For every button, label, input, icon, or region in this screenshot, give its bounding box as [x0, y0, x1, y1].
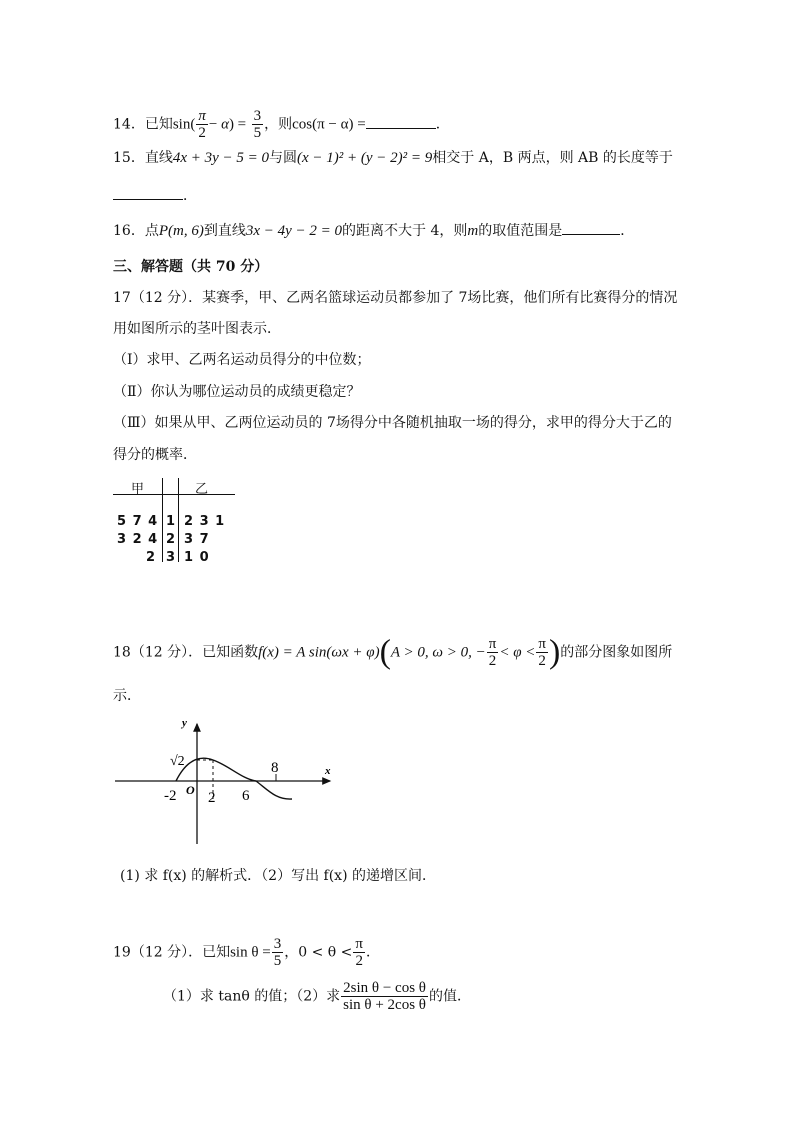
- leaf-right-row-2: 3 7: [184, 532, 210, 547]
- question-18-line-2: 示．: [113, 688, 141, 704]
- header-jia: 甲: [131, 482, 145, 497]
- origin-label: O: [186, 783, 195, 797]
- answer-blank-14[interactable]: [366, 116, 436, 129]
- header-yi: 乙: [195, 482, 209, 497]
- leaf-left-row-1: 5 7 4: [117, 514, 159, 529]
- question-17-part-1: （Ⅰ）求甲、乙两名运动员得分的中位数；: [113, 352, 371, 368]
- question-18-sub: (1) 求 f(x) 的解析式．（2）写出 f(x) 的递增区间．: [120, 868, 436, 884]
- amp-label: √2: [170, 754, 185, 769]
- sine-graph: [110, 712, 350, 847]
- tick-label-6: 6: [242, 788, 250, 804]
- x-label: x: [325, 765, 331, 777]
- leaf-left-row-2: 3 2 4: [117, 532, 159, 547]
- leaf-right-row-1: 2 3 1: [184, 514, 226, 529]
- question-17-part-3-cont: 得分的概率．: [113, 447, 197, 463]
- answer-blank-15[interactable]: [113, 187, 183, 200]
- question-15-answer-line: ．: [113, 186, 197, 206]
- trig-fraction: $\frac{\text{2sin θ − cos θ}}{\text{sin θ + 2cos θ}}$: [343, 980, 426, 1013]
- stem-row-1: 1: [166, 514, 177, 529]
- question-17-line-1: 17（12 分）．某赛季，甲、乙两名篮球运动员都参加了 7场比赛，他们所有比赛得分的情况: [113, 290, 678, 306]
- question-16: 16．点P(m, 6)到直线3x − 4y − 2 = 0的距离不大于 4，则m的取值范围是 ．: [113, 223, 635, 239]
- tick-label-8: 8: [271, 760, 279, 776]
- question-17-part-2: （Ⅱ）你认为哪位运动员的成绩更稳定？: [113, 384, 361, 400]
- question-17-line-2: 用如图所示的茎叶图表示．: [113, 321, 281, 337]
- pi-over-2-fraction: $\frac{\pi}{2}$: [198, 108, 206, 141]
- stem-divider-right: [178, 478, 179, 562]
- stem-leaf-plot: [113, 478, 238, 568]
- stem-row-2: 2: [166, 532, 177, 547]
- leaf-right-row-3: 1 0: [184, 550, 210, 565]
- section-heading: 三、解答题（共 70 分）: [113, 259, 269, 275]
- tick-label-minus2: -2: [164, 788, 177, 804]
- three-fifths-fraction: $\frac{3}{5}$: [253, 108, 262, 141]
- question-19-sub: （1）求 tanθ 的值；（2）求 $\frac{\text{2sin θ − cos θ}}{\text{sin θ + 2cos θ}}$ 的值．: [163, 980, 471, 1013]
- question-15: 15．直线4x + 3y − 5 = 0与圆(x − 1)² + (y − 2)² = 9相交于 A，B 两点，则 AB 的长度等于: [113, 150, 673, 166]
- answer-blank-16[interactable]: [562, 222, 620, 235]
- leaf-left-row-3: 2: [146, 550, 157, 565]
- question-18: 18（12 分）．已知函数f(x) = A sin(ωx + φ)(A > 0, ω > 0, − $\frac{\pi}{2}$ < φ < $\frac{\pi}{2}$ )的部分图象如图所: [113, 633, 673, 671]
- header-rule: [113, 494, 235, 495]
- stem-divider-left: [162, 478, 163, 562]
- question-14: 14．已知sin( $\frac{\pi}{2}$ − α) = $\frac{3}{5}$ ，则cos(π − α) = ．: [113, 108, 450, 141]
- y-label: y: [182, 717, 187, 729]
- question-17-part-3: （Ⅲ）如果从甲、乙两位运动员的 7场得分中各随机抽取一场的得分，求甲的得分大于乙的: [113, 415, 672, 431]
- question-19: 19（12 分）．已知sin θ = $\frac{3}{5}$ ，0 < θ < $\frac{\pi}{2}$ ．: [113, 936, 380, 969]
- stem-row-3: 3: [166, 550, 177, 565]
- tick-label-2: 2: [208, 790, 216, 806]
